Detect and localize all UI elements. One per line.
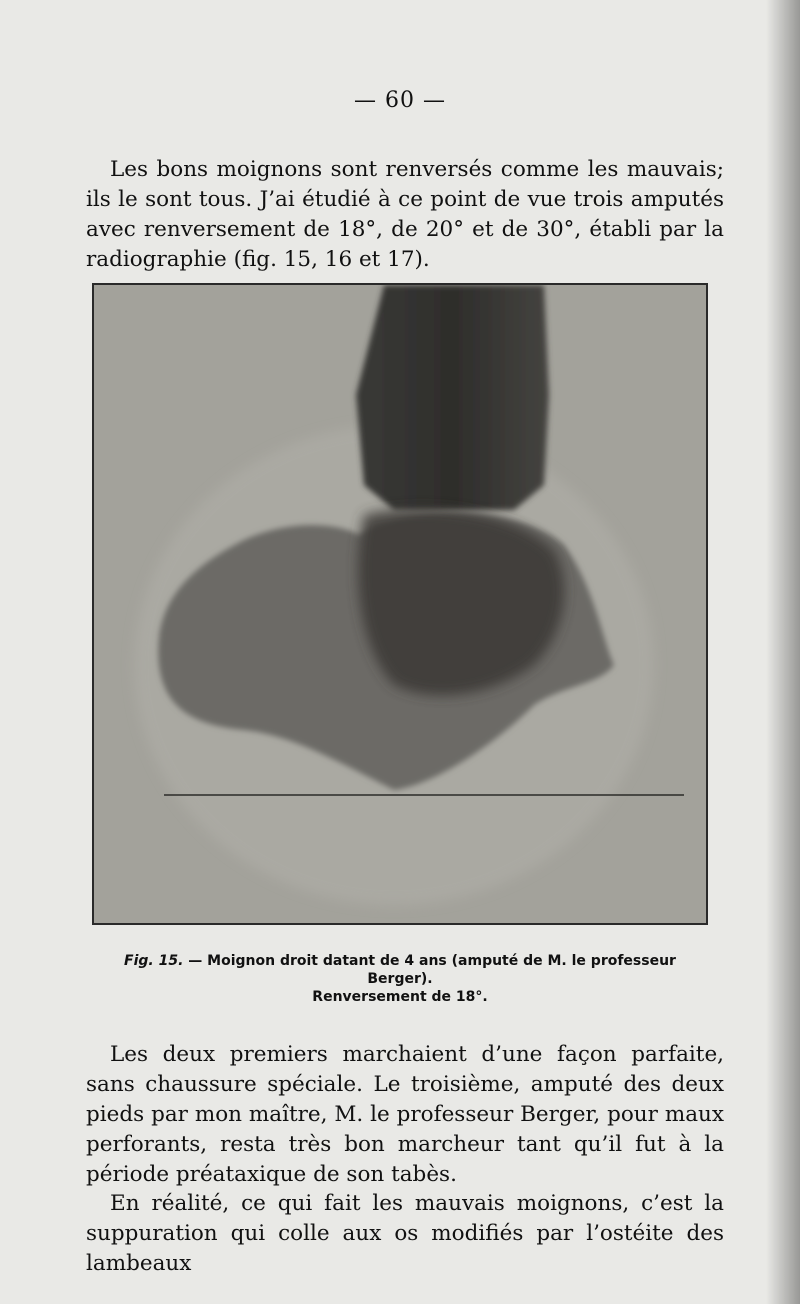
paragraph-patients: Les deux premiers marchaient d’une façon parfaite, sans chaussure spéciale. Le troisième, amputé des deux pieds par mon maître, M. le professeur Berger, pour maux perforants, resta très bon marcheur tant qu’il fut à la période préataxique de son tabès.	[86, 1041, 724, 1187]
figure-number: Fig. 15.	[124, 953, 184, 969]
caption-line-2: Renversement de 18°.	[312, 989, 488, 1005]
figure-caption	[92, 952, 708, 1006]
radiograph-image	[94, 285, 706, 923]
caption-line-1: — Moignon droit datant de 4 ans (amputé de M. le professeur Berger).	[188, 953, 676, 987]
paragraph-conclusion: En réalité, ce qui fait les mauvais moignons, c’est la suppuration qui colle aux os modifiés par l’ostéite des lambeaux	[86, 1190, 724, 1276]
page-number: — 60 —	[354, 88, 446, 113]
paragraph-intro: Les bons moignons sont renversés comme les mauvais; ils le sont tous. J’ai étudié à ce point de vue trois amputés avec renversement de 18°, de 20° et de 30°, établi par la radiographie (fig. 15, 16 et 17).	[86, 156, 724, 272]
leg-bone-shaft	[356, 285, 549, 510]
radiograph-figure	[92, 283, 708, 925]
page-gutter-shadow	[766, 0, 800, 1304]
